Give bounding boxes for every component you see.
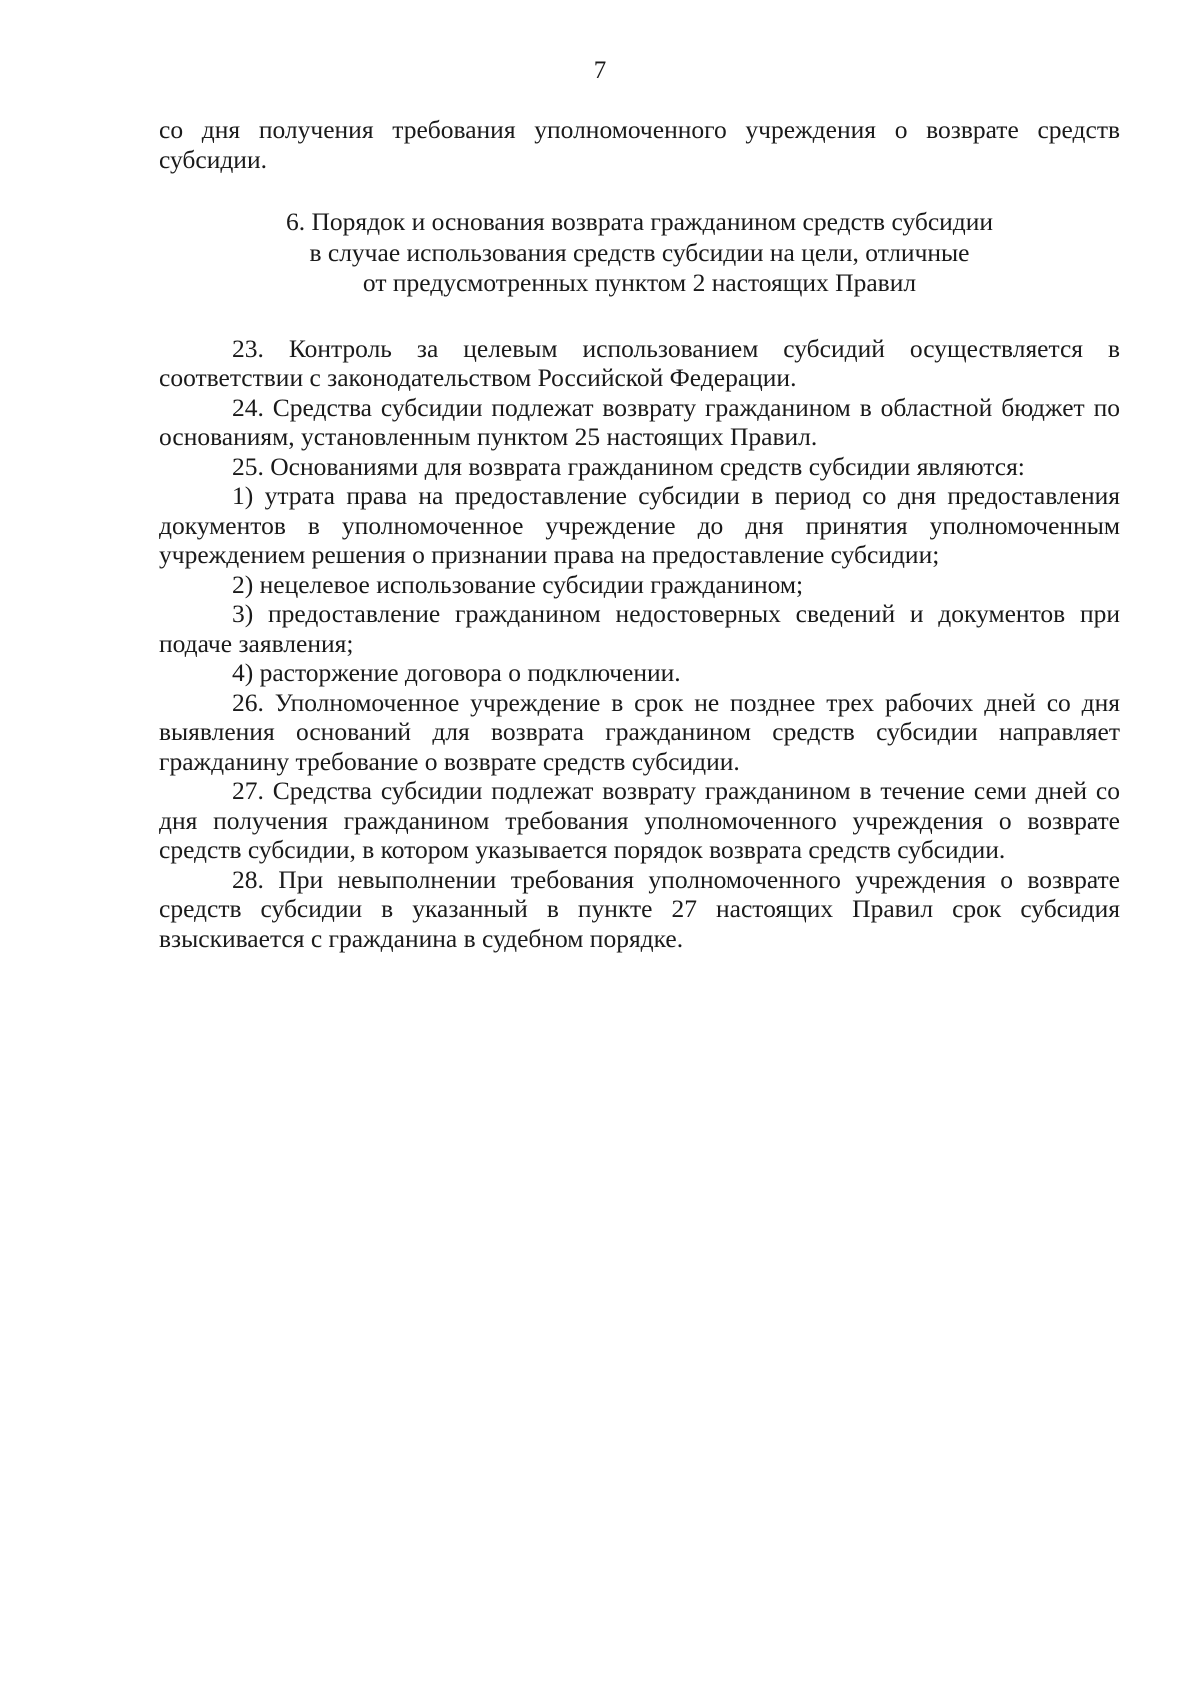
- paragraph-27: 27. Средства субсидии подлежат возврату гражданином в течение семи дней со дня получения гражданином требования уполномоченного учреждения о возврате средств субсидии, в котором указывается порядок возврата средств субсидии.: [159, 776, 1120, 864]
- paragraph-26: 26. Уполномоченное учреждение в срок не позднее трех рабочих дней со дня выявления оснований для возврата гражданином средств субсидии направляет гражданину требование о возврате средств субсидии.: [159, 687, 1120, 776]
- section-heading-line: от предусмотренных пунктом 2 настоящих Правил: [362, 268, 917, 297]
- list-item-1: 1) утрата права на предоставление субсидии в период со дня предоставления документов в уполномоченное учреждение до дня принятия уполномоченным учреждением решения о признании права на предоставление субсидии;: [159, 481, 1120, 569]
- paragraph-25: 25. Основаниями для возврата гражданином средств субсидии являются:: [232, 451, 1025, 481]
- continuation-paragraph: со дня получения требования уполномоченного учреждения о возврате средств субсидии.: [159, 115, 1120, 174]
- list-item-3: 3) предоставление гражданином недостоверных сведений и документов при подаче заявления;: [159, 599, 1120, 658]
- section-heading: [159, 207, 1120, 299]
- paragraph-28: 28. При невыполнении требования уполномоченного учреждения о возврате средств субсидии в указанный в пункте 27 настоящих Правил срок субсидия взыскивается с гражданина в судебном порядке.: [159, 864, 1120, 953]
- list-item-2: 2) нецелевое использование субсидии гражданином;: [232, 569, 804, 599]
- section-heading-line: в случае использования средств субсидии на цели, отличные: [309, 237, 970, 267]
- paragraph-24: 24. Средства субсидии подлежат возврату гражданином в областной бюджет по основаниям, установленным пунктом 25 настоящих Правил.: [159, 392, 1120, 451]
- paragraph-23: 23. Контроль за целевым использованием субсидий осуществляется в соответствии с законодательством Российской Федерации.: [159, 333, 1120, 392]
- list-item-4: 4) расторжение договора о подключении.: [232, 658, 681, 687]
- document-body: [159, 115, 1120, 953]
- page-number: 7: [593, 57, 607, 84]
- section-heading-line: 6. Порядок и основания возврата гражданином средств субсидии: [285, 207, 994, 236]
